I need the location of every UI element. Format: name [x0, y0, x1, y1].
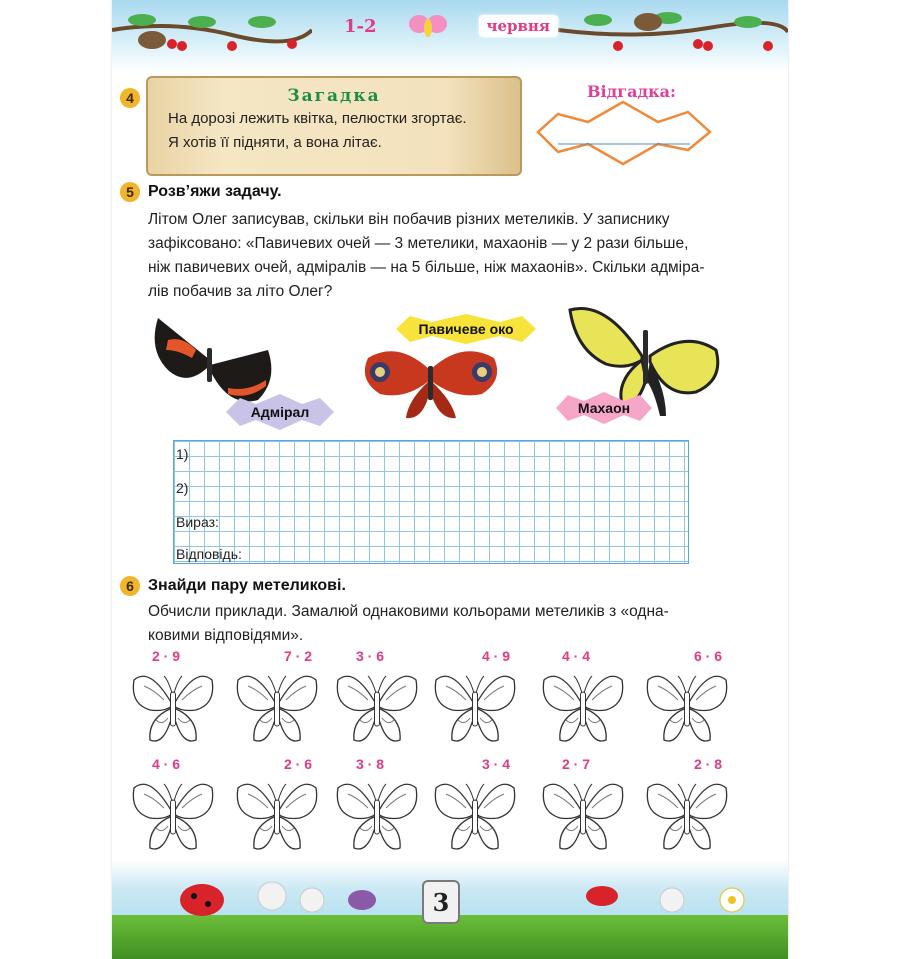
- coloring-butterfly-icon[interactable]: [130, 768, 216, 863]
- coloring-butterfly-icon[interactable]: [644, 768, 730, 863]
- butterfly-expression: 2 · 9: [152, 648, 181, 664]
- task-6-title: Знайди пару метеликові.: [148, 577, 346, 594]
- swallowtail-label: Махаон: [577, 400, 631, 416]
- coloring-butterfly-icon[interactable]: [130, 660, 216, 755]
- butterfly-expression: 3 · 6: [356, 648, 385, 664]
- workbook-page: [112, 0, 788, 959]
- grid-expression-label: Вираз:: [176, 514, 219, 530]
- task-5-number: 5: [120, 182, 140, 202]
- riddle-answer-label: Відгадка:: [587, 82, 676, 101]
- butterfly-expression: 4 · 9: [482, 648, 511, 664]
- butterfly-expression: 4 · 6: [152, 756, 181, 772]
- butterfly-expression: 3 · 4: [482, 756, 511, 772]
- butterfly-expression: 2 · 7: [562, 756, 591, 772]
- coloring-butterfly-icon[interactable]: [644, 660, 730, 755]
- task-5-line-1: Літом Олег записував, скільки він побачив різних метеликів. У записнику: [148, 211, 670, 228]
- task-5-line-3: ніж павичевих очей, адміралів — на 5 більше, ніж махаонів». Скільки адміра-: [148, 259, 705, 276]
- task-5-text: [148, 208, 748, 304]
- task-6-text: [148, 600, 748, 648]
- cherry-branch-left-icon: [112, 0, 312, 60]
- riddle-line-1: На дорозі лежить квітка, пелюстки згортає.: [168, 110, 467, 127]
- coloring-butterfly-icon[interactable]: [334, 660, 420, 755]
- butterfly-expression: 6 · 6: [694, 648, 723, 664]
- peacock-butterfly-icon: [358, 340, 504, 420]
- task-5-line-2: зафіксовано: «Павичевих очей — 3 метелики, махаонів — у 2 рази більше,: [148, 235, 689, 252]
- date-header: [338, 10, 558, 42]
- coloring-butterfly-icon[interactable]: [432, 660, 518, 755]
- riddle-scroll: [146, 76, 522, 176]
- butterfly-mascot-icon: [408, 12, 448, 40]
- grid-answer-label: Відповідь:: [176, 546, 242, 562]
- grid-step-2: 2): [176, 480, 189, 496]
- cherry-branch-right-icon: [558, 0, 788, 60]
- task-6-line-2: ковими відповідями».: [148, 627, 304, 644]
- riddle-title: Загадка: [287, 86, 381, 106]
- solution-grid[interactable]: [173, 440, 689, 564]
- coloring-butterfly-icon[interactable]: [234, 768, 320, 863]
- coloring-butterfly-icon[interactable]: [234, 660, 320, 755]
- butterfly-expression: 4 · 4: [562, 648, 591, 664]
- grid-step-1: 1): [176, 446, 189, 462]
- task-6-line-1: Обчисли приклади. Замалюй однаковими кольорами метеликів з «одна-: [148, 603, 669, 620]
- butterfly-expression: 3 · 8: [356, 756, 385, 772]
- coloring-butterfly-icon[interactable]: [540, 660, 626, 755]
- riddle-answer-input[interactable]: [558, 128, 692, 146]
- coloring-butterfly-icon[interactable]: [334, 768, 420, 863]
- coloring-butterfly-icon[interactable]: [432, 768, 518, 863]
- task-5-title: Розв’яжи задачу.: [148, 183, 282, 200]
- peacock-label: Павичеве око: [418, 321, 514, 337]
- butterfly-expression: 2 · 8: [694, 756, 723, 772]
- butterfly-expression: 7 · 2: [284, 648, 313, 664]
- task-4-number: 4: [120, 88, 140, 108]
- coloring-butterfly-icon[interactable]: [540, 768, 626, 863]
- task-6-number: 6: [120, 576, 140, 596]
- admiral-label: Адмірал: [250, 404, 310, 420]
- riddle-line-2: Я хотів її підняти, а вона літає.: [168, 134, 382, 151]
- header-day: 1-2: [344, 15, 377, 37]
- page-number: 3: [422, 880, 460, 924]
- header-month: червня: [479, 15, 559, 37]
- task-5-line-4: лів побачив за літо Олег?: [148, 283, 333, 300]
- butterfly-expression: 2 · 6: [284, 756, 313, 772]
